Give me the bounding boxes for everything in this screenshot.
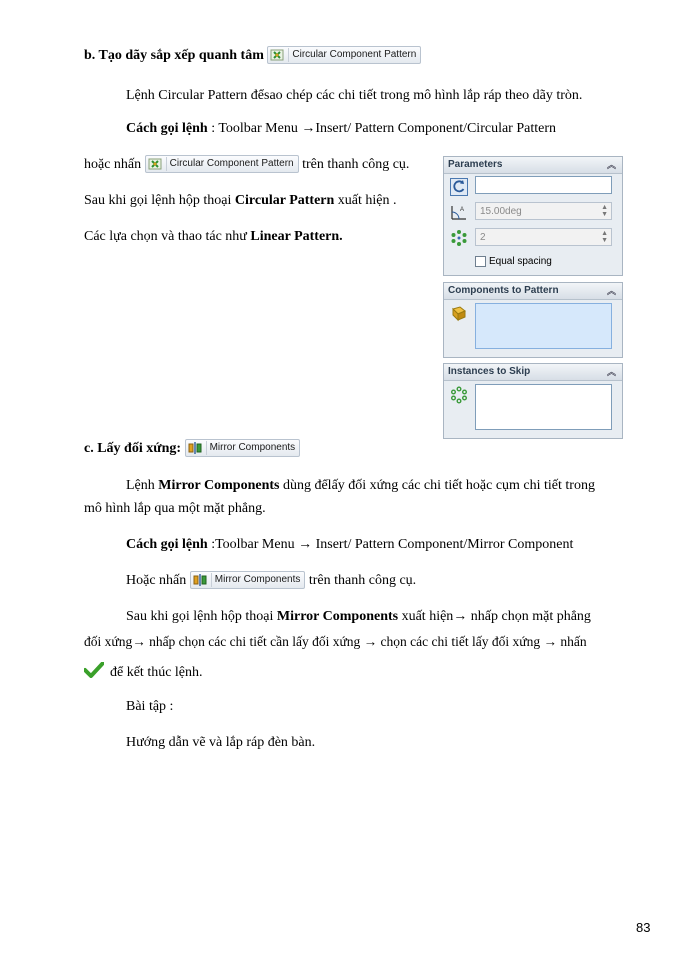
- section-c-after-post: xuất hiện→ nhấp chọn mặt phẳng: [398, 609, 591, 624]
- mirror-components-toolbar-button[interactable]: [185, 439, 301, 457]
- section-c-call-text: :Toolbar Menu → Insert/ Pattern Component/Mirror Component: [207, 537, 574, 552]
- section-b-call-label: Cách gọi lệnh: [126, 121, 208, 136]
- section-b-options-pre: Các lựa chọn và thao tác như: [84, 229, 251, 244]
- collapse-chevron-icon[interactable]: ︽: [606, 160, 616, 170]
- instances-to-skip-icon: [450, 386, 468, 404]
- section-c-desc-bold: Mirror Components: [158, 478, 280, 493]
- parameters-header[interactable]: [444, 157, 622, 174]
- section-b-options-bold: Linear Pattern.: [250, 229, 343, 244]
- section-c-desc-row: [126, 477, 595, 495]
- section-b-after-post: xuất hiện .: [334, 193, 397, 208]
- skip-panel: [443, 363, 623, 439]
- mirror-components-icon: [193, 573, 212, 587]
- section-c-after-line2: đối xứng→ nhấp chọn các chi tiết cần lấy đối xứng → chọn các chi tiết lấy đối xứng → nhấn: [84, 634, 587, 649]
- section-c-on-toolbar: trên thanh công cụ.: [305, 573, 417, 589]
- mirror-components-toolbar-button-2[interactable]: [190, 571, 306, 589]
- section-b-call-text: : Toolbar Menu →Insert/ Pattern Component/Circular Pattern: [207, 121, 556, 136]
- components-header[interactable]: [444, 283, 622, 300]
- mirror-components-button-label-2: Mirror Components: [214, 574, 301, 585]
- mirror-components-button-label: Mirror Components: [209, 442, 296, 453]
- section-c-call-label: Cách gọi lệnh: [126, 537, 208, 552]
- collapse-chevron-icon[interactable]: ︽: [606, 286, 616, 296]
- axis-selection-field[interactable]: [475, 176, 612, 194]
- instances-icon: [450, 229, 468, 247]
- angle-input[interactable]: [475, 202, 612, 220]
- section-b-or-press: hoặc nhấn: [84, 157, 142, 173]
- mirror-components-icon: [188, 441, 207, 455]
- section-b-heading-row: [84, 47, 421, 65]
- section-b-call-row: [126, 120, 556, 138]
- equal-spacing-checkbox[interactable]: [475, 256, 552, 267]
- components-panel: [443, 282, 623, 358]
- rotation-axis-icon: [450, 178, 468, 196]
- circular-pattern-button-label-2: Circular Component Pattern: [169, 158, 294, 169]
- skip-title: Instances to Skip: [448, 366, 531, 377]
- section-b-on-toolbar: trên thanh công cụ.: [298, 157, 410, 173]
- equal-spacing-label: Equal spacing: [489, 256, 552, 268]
- section-b-heading: b. Tạo dãy sắp xếp quanh tâm: [84, 48, 264, 64]
- section-c-finish-text: để kết thúc lệnh.: [110, 665, 203, 681]
- circular-pattern-toolbar-button-2[interactable]: [145, 155, 299, 173]
- section-c-dialog-name: Mirror Components: [276, 609, 399, 624]
- angle-value: 15.00deg: [480, 206, 522, 217]
- section-c-or-press: Hoặc nhấn: [126, 573, 187, 589]
- section-b-after-row: [84, 192, 397, 210]
- angle-spinner[interactable]: ▲ ▼: [601, 204, 608, 218]
- section-c-heading-row: [84, 440, 300, 458]
- instance-count-input[interactable]: [475, 228, 612, 246]
- circular-pattern-button-label: Circular Component Pattern: [292, 49, 417, 60]
- components-title: Components to Pattern: [448, 285, 559, 296]
- section-c-guide: Hướng dẫn vẽ và lắp ráp đèn bàn.: [126, 735, 316, 750]
- section-c-after-row: [126, 608, 591, 626]
- page-number: 83: [636, 920, 651, 935]
- components-selection-box[interactable]: [475, 303, 612, 349]
- component-icon: [450, 305, 468, 323]
- circular-pattern-icon: [148, 157, 167, 171]
- section-b-intro: Lệnh Circular Pattern đểsao chép các chi tiết trong mô hình lắp ráp theo dãy tròn.: [126, 88, 583, 103]
- skip-header[interactable]: [444, 364, 622, 381]
- section-b-options-row: [84, 228, 343, 246]
- parameters-panel: [443, 156, 623, 276]
- instance-count-value: 2: [480, 232, 486, 243]
- section-c-desc-line2: mô hình lắp qua một mặt phẳng.: [84, 501, 266, 516]
- section-b-after-pre: Sau khi gọi lệnh hộp thoại: [84, 193, 235, 208]
- skip-selection-box[interactable]: [475, 384, 612, 430]
- count-spinner[interactable]: ▲ ▼: [601, 230, 608, 244]
- parameters-title: Parameters: [448, 159, 503, 170]
- section-b-dialog-name: Circular Pattern: [234, 193, 335, 208]
- equal-spacing-box[interactable]: [475, 256, 486, 267]
- collapse-chevron-icon[interactable]: ︽: [606, 367, 616, 377]
- section-c-after-pre: Sau khi gọi lệnh hộp thoại: [126, 609, 277, 624]
- section-c-finish-row: [84, 662, 203, 684]
- svg-text:A: A: [460, 207, 465, 213]
- section-b-press-row: [84, 156, 409, 174]
- green-checkmark-icon[interactable]: [84, 662, 104, 684]
- section-c-press-row: [126, 572, 416, 590]
- section-c-heading: c. Lấy đối xứng:: [84, 441, 182, 457]
- circular-pattern-toolbar-button[interactable]: [267, 46, 421, 64]
- section-c-desc-post: dùng đểlấy đối xứng các chi tiết hoặc cụm chi tiết trong: [279, 478, 595, 493]
- section-c-desc-pre: Lệnh: [126, 478, 159, 493]
- section-c-call-row: [126, 536, 573, 554]
- section-c-exercise: Bài tập :: [126, 699, 174, 714]
- circular-pattern-icon: [270, 48, 289, 62]
- angle-icon: [450, 203, 468, 221]
